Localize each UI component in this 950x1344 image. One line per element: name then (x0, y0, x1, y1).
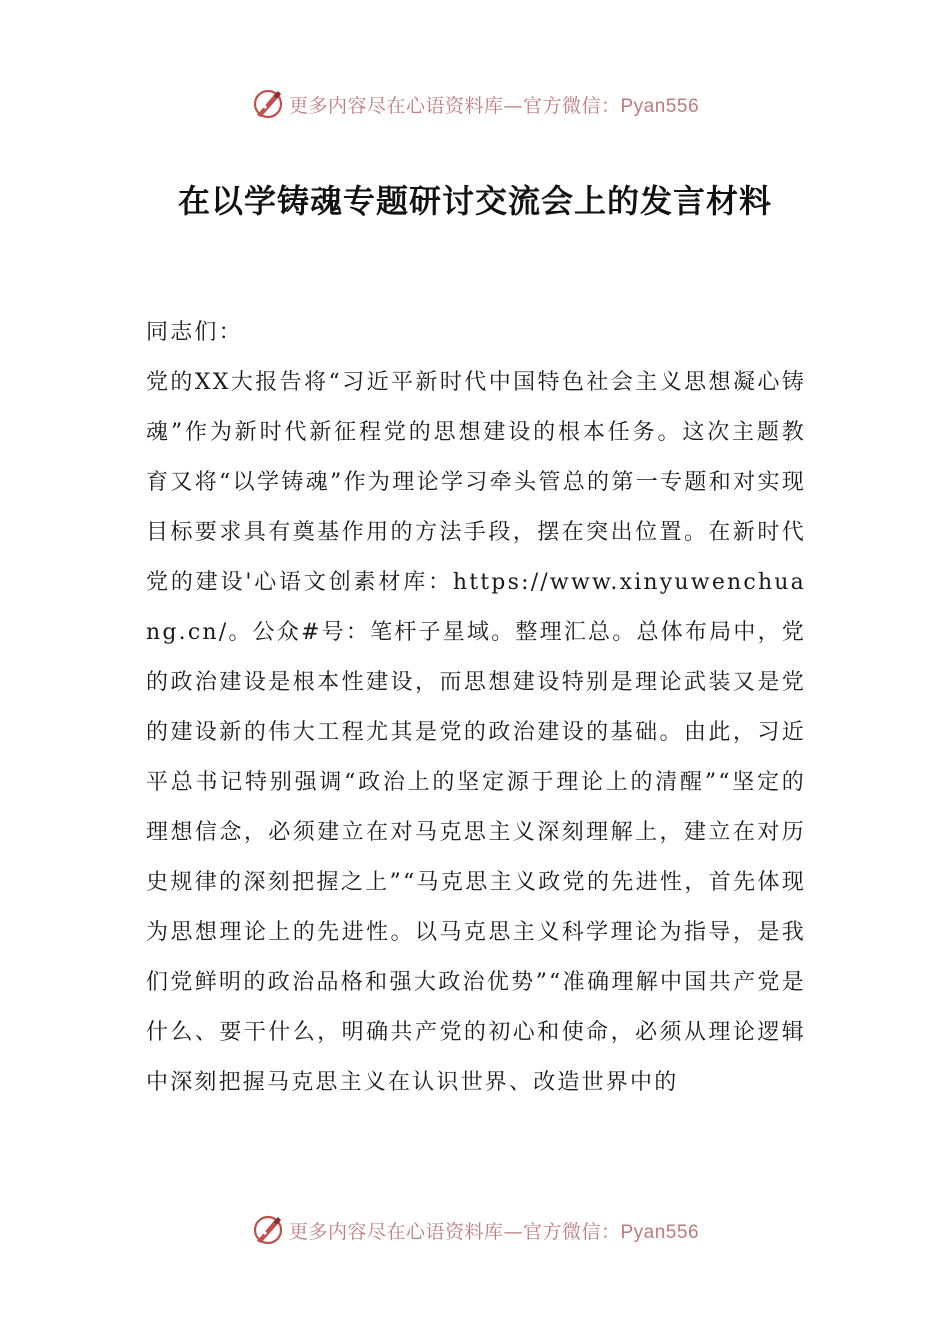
banner-label: 更多内容尽在心语资料库—官方微信： (288, 94, 621, 117)
salutation: 同志们： (146, 320, 243, 345)
banner-contact: Pyan556 (620, 95, 700, 117)
header-watermark-banner (0, 84, 950, 124)
banner-label: 更多内容尽在心语资料库—官方微信： (288, 1220, 621, 1243)
document-body (146, 308, 806, 1108)
footer-watermark-banner (0, 1210, 950, 1250)
banner-contact: Pyan556 (620, 1221, 700, 1243)
document-title: 在以学铸魂专题研讨交流会上的发言材料 (177, 182, 772, 220)
banner-text (289, 1217, 699, 1244)
pen-logo-icon (251, 1213, 285, 1247)
banner-text (289, 91, 699, 118)
body-paragraph: 党的XX大报告将“习近平新时代中国特色社会主义思想凝心铸魂”作为新时代新征程党的思想建设的根本任务。这次主题教育又将“以学铸魂”作为理论学习牵头管总的第一专题和对实现目标要求具有奠基作用的方法手段，摆在突出位置。在新时代党的建设'心语文创素材库：https://www.xinyuwenchuang.cn/。公众#号：笔杆子星域。整理汇总。总体布局中，党的政治建设是根本性建设，而思想建设特别是理论武装又是党的建设新的伟大工程尤其是党的政治建设的基础。由此，习近平总书记特别强调“政治上的坚定源于理论上的清醒”“坚定的理想信念，必须建立在对马克思主义深刻理解上，建立在对历史规律的深刻把握之上”“马克思主义政党的先进性，首先体现为思想理论上的先进性。以马克思主义科学理论为指导，是我们党鲜明的政治品格和强大政治优势”“准确理解中国共产党是什么、要干什么，明确共产党的初心和使命，必须从理论逻辑中深刻把握马克思主义在认识世界、改造世界中的 (146, 370, 806, 1095)
pen-logo-icon (251, 87, 285, 121)
